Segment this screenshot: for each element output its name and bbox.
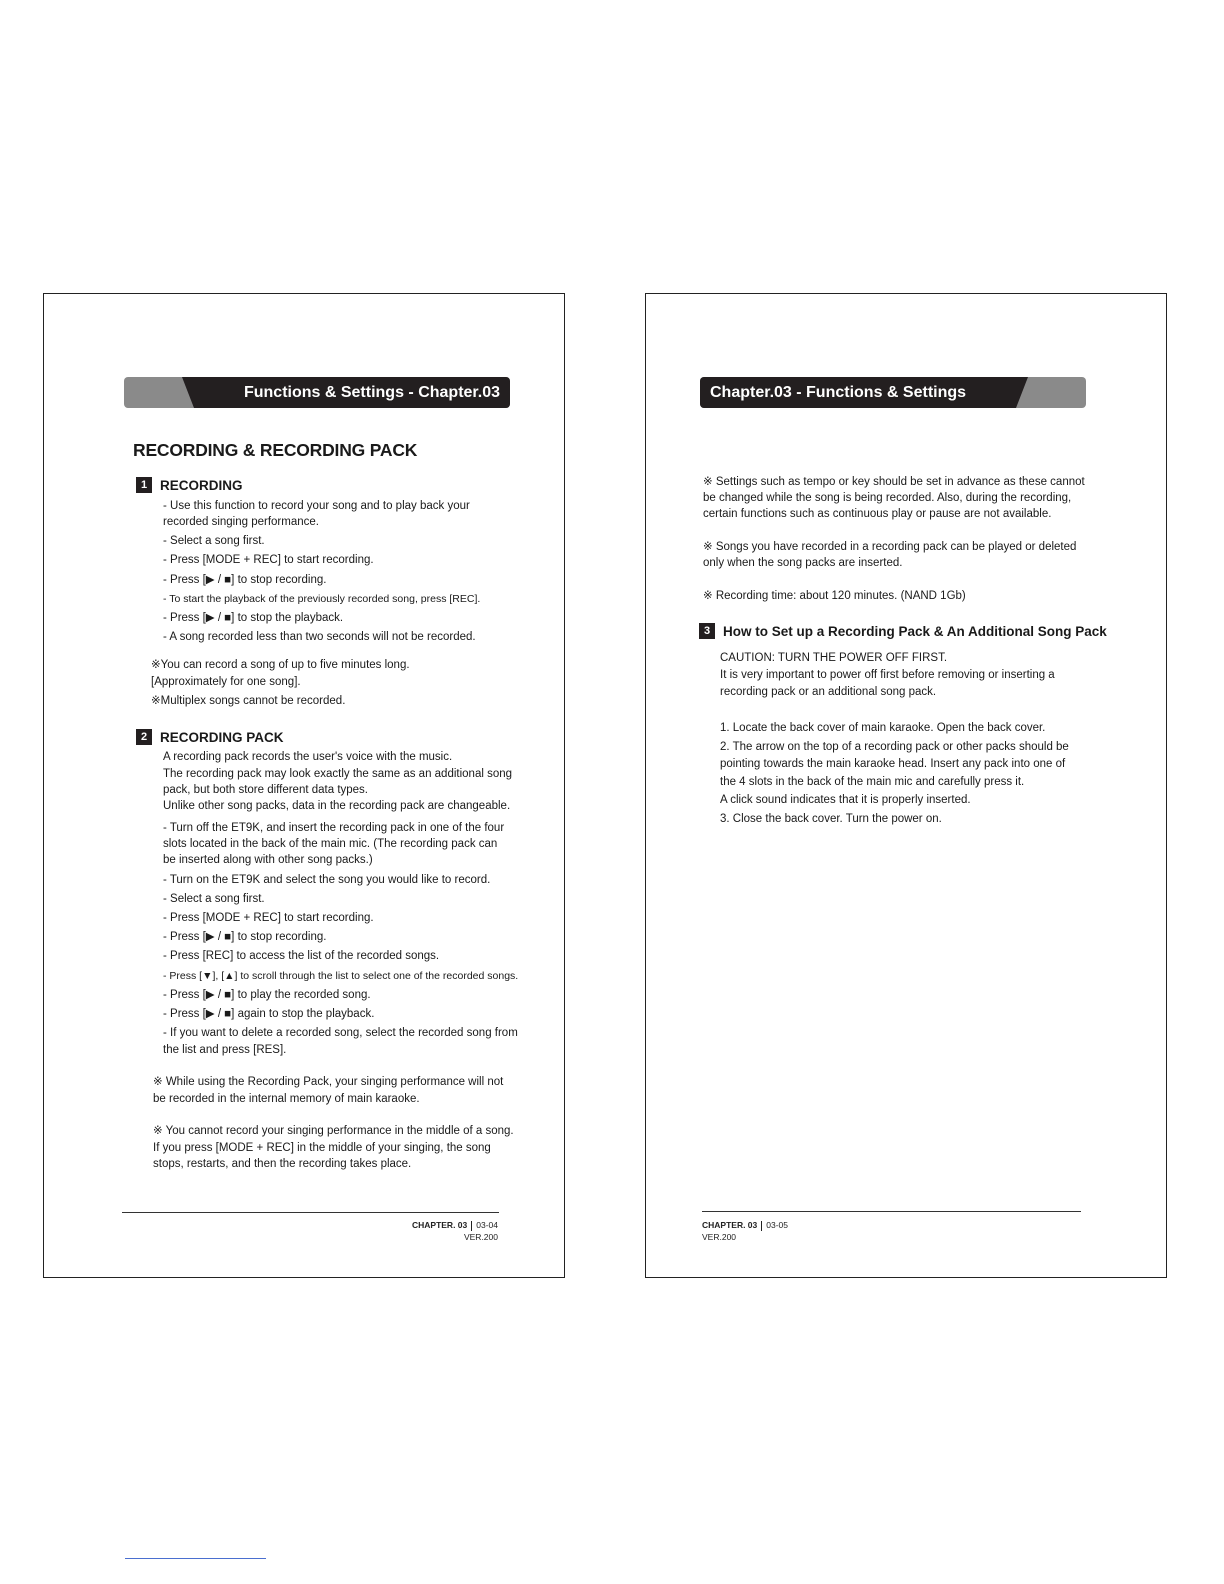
footer-chapter: CHAPTER. 03	[411, 1220, 468, 1230]
step-line: A click sound indicates that it is properly inserted.	[720, 794, 971, 806]
note-line: ※ Recording time: about 120 minutes. (NAND 1Gb)	[703, 590, 966, 602]
footer-page-number: 03-04	[476, 1220, 498, 1230]
footer-rule	[122, 1212, 499, 1213]
note-line: ※ You cannot record your singing performance in the middle of a song.	[153, 1125, 514, 1137]
text-line: - Press [REC] to access the list of the recorded songs.	[163, 950, 440, 962]
note-line: certain functions such as continuous play or pause are not available.	[703, 508, 1052, 520]
step-line: 2. The arrow on the top of a recording pack or other packs should be	[720, 741, 1069, 753]
caution-line: recording pack or an additional song pack.	[720, 686, 937, 698]
caution-line: CAUTION: TURN THE POWER OFF FIRST.	[720, 652, 948, 664]
note-line: [Approximately for one song].	[151, 676, 301, 688]
text-line: The recording pack may look exactly the same as an additional song	[163, 768, 513, 780]
section-heading-text: RECORDING PACK	[160, 729, 284, 745]
section-heading-recording-pack	[136, 729, 284, 745]
footer-version: VER.200	[463, 1232, 498, 1242]
text-line: - Press [▶ / ■] to stop recording.	[163, 931, 327, 943]
section-number-badge: 3	[699, 623, 715, 639]
step-line: the 4 slots in the back of the main mic and carefully press it.	[720, 776, 1025, 788]
note-line: ※ Settings such as tempo or key should be set in advance as these cannot	[703, 476, 1085, 488]
text-line: - Turn on the ET9K and select the song you would like to record.	[163, 874, 491, 886]
note-line: ※ While using the Recording Pack, your singing performance will not	[153, 1076, 504, 1088]
section-heading-setup	[699, 623, 1107, 639]
text-line: - Use this function to record your song and to play back your	[163, 500, 470, 512]
text-line: - Press [▼], [▲] to scroll through the list to select one of the recorded songs.	[163, 970, 519, 982]
footer-page-number: 03-05	[766, 1220, 789, 1230]
note-line: only when the song packs are inserted.	[703, 557, 903, 569]
text-line: the list and press [RES].	[163, 1044, 287, 1056]
step-line: 1. Locate the back cover of main karaoke. Open the back cover.	[720, 722, 1046, 734]
note-line: be recorded in the internal memory of main karaoke.	[153, 1093, 420, 1105]
text-line: recorded singing performance.	[163, 516, 319, 528]
bottom-link-underline	[125, 1558, 266, 1559]
step-line: pointing towards the main karaoke head. Insert any pack into one of	[720, 758, 1066, 770]
text-line: pack, but both store different data types.	[163, 784, 369, 796]
step-line: 3. Close the back cover. Turn the power on.	[720, 813, 942, 825]
page-right	[645, 293, 1167, 1278]
text-line: - Select a song first.	[163, 535, 265, 547]
text-line: - Press [MODE + REC] to start recording.	[163, 554, 374, 566]
section-number-badge: 2	[136, 729, 152, 745]
footer-version: VER.200	[702, 1232, 737, 1242]
text-line: - To start the playback of the previously recorded song, press [REC].	[163, 593, 481, 605]
chapter-banner	[124, 377, 510, 408]
text-line: - Select a song first.	[163, 893, 265, 905]
text-line: - Press [▶ / ■] to stop the playback.	[163, 612, 344, 624]
text-line: - Press [▶ / ■] to play the recorded song.	[163, 989, 371, 1001]
note-line: ※Multiplex songs cannot be recorded.	[151, 695, 346, 707]
page-footer	[702, 1219, 788, 1243]
section-heading-text: RECORDING	[160, 477, 243, 493]
note-line: stops, restarts, and then the recording takes place.	[153, 1158, 412, 1170]
section-heading-recording	[136, 477, 243, 493]
text-line: - Press [▶ / ■] again to stop the playback.	[163, 1008, 375, 1020]
text-line: be inserted along with other song packs.)	[163, 854, 373, 866]
chapter-banner	[700, 377, 1086, 408]
text-line: - Press [▶ / ■] to stop recording.	[163, 574, 327, 586]
text-line: - A song recorded less than two seconds will not be recorded.	[163, 631, 476, 643]
note-line: If you press [MODE + REC] in the middle of your singing, the song	[153, 1142, 491, 1154]
text-line: - Press [MODE + REC] to start recording.	[163, 912, 374, 924]
text-line: slots located in the back of the main mic. (The recording pack can	[163, 838, 498, 850]
text-line: Unlike other song packs, data in the recording pack are changeable.	[163, 800, 511, 812]
text-line: - If you want to delete a recorded song, select the recorded song from	[163, 1027, 518, 1039]
section-number-badge: 1	[136, 477, 152, 493]
caution-line: It is very important to power off first before removing or inserting a	[720, 669, 1055, 681]
page-footer	[412, 1219, 498, 1243]
banner-title: Chapter.03 - Functions & Settings	[710, 384, 967, 401]
text-line: A recording pack records the user's voice with the music.	[163, 751, 453, 763]
page-left	[43, 293, 565, 1278]
note-line: be changed while the song is being recorded. Also, during the recording,	[703, 492, 1072, 504]
footer-rule	[702, 1211, 1081, 1212]
text-line: - Turn off the ET9K, and insert the recording pack in one of the four	[163, 822, 505, 834]
footer-chapter: CHAPTER. 03	[702, 1220, 758, 1230]
page-title: RECORDING & RECORDING PACK	[133, 440, 418, 460]
note-line: ※ Songs you have recorded in a recording pack can be played or deleted	[703, 541, 1077, 553]
note-line: ※You can record a song of up to five minutes long.	[151, 659, 410, 671]
section-heading-text: How to Set up a Recording Pack & An Additional Song Pack	[723, 623, 1107, 639]
banner-title: Functions & Settings - Chapter.03	[243, 384, 500, 401]
